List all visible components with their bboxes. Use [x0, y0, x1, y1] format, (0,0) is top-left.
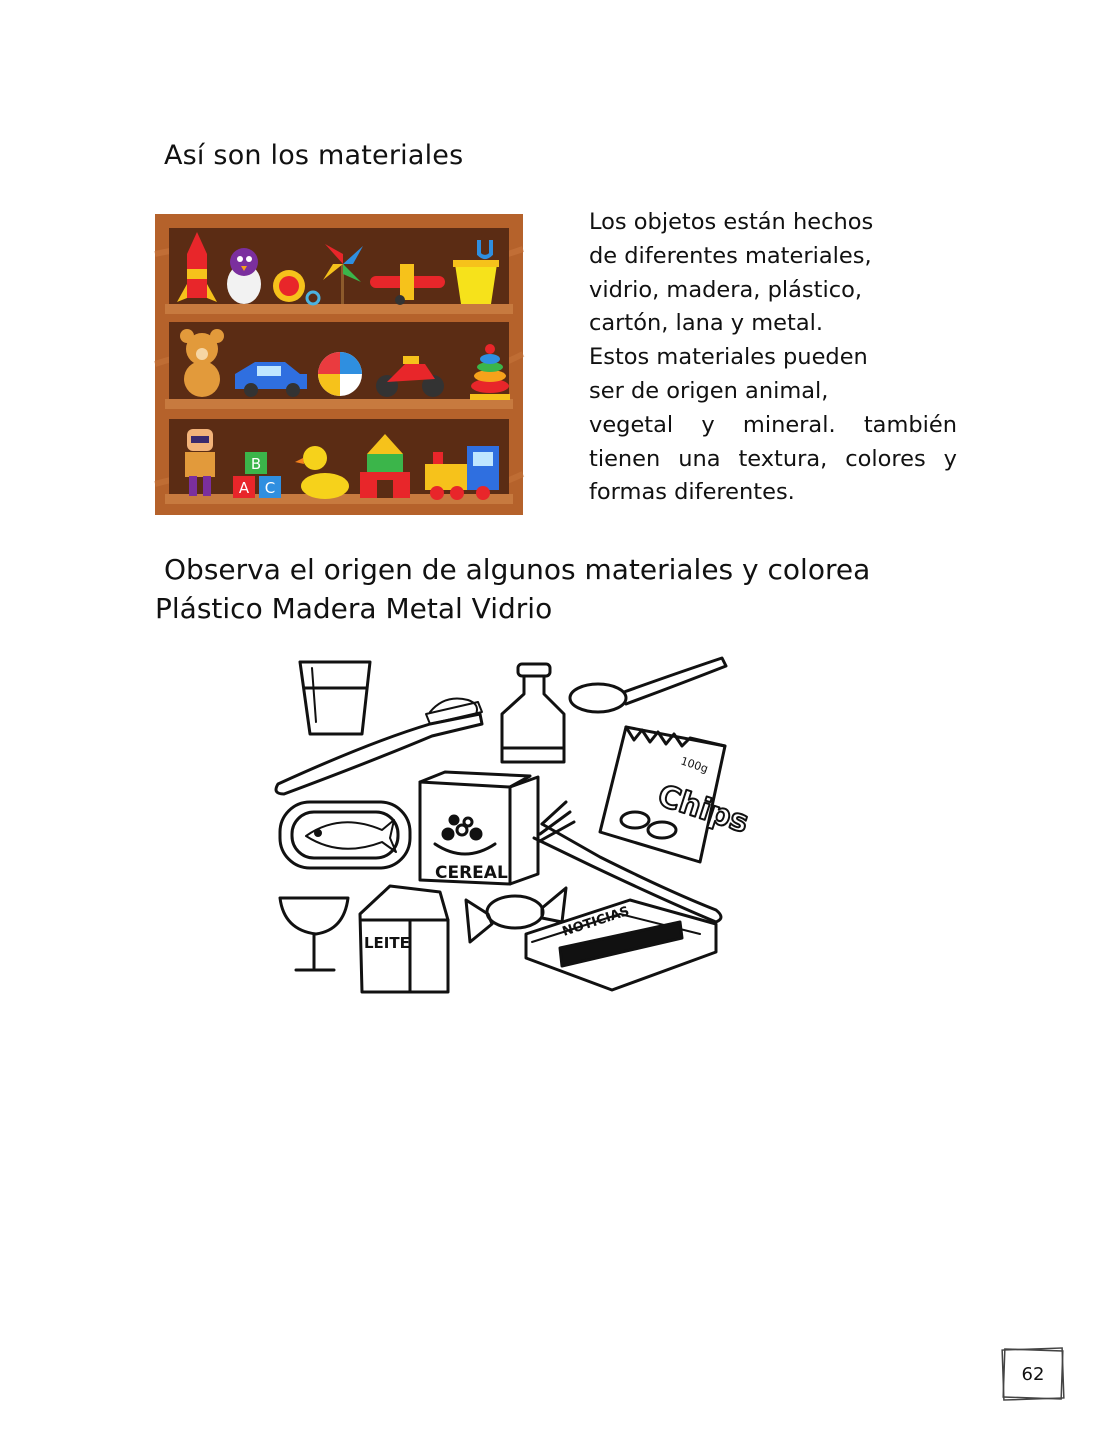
- materials-list: Plástico Madera Metal Vidrio: [155, 592, 553, 625]
- beach-ball-toy: [318, 352, 362, 396]
- paragraph-line: Los objetos están hechos: [589, 209, 874, 235]
- paragraph-line: tienen una textura, colores y: [589, 445, 957, 472]
- chips-weight-label: 100g: [679, 754, 710, 776]
- block-a-label: A: [238, 479, 250, 497]
- block-c-label: C: [264, 479, 276, 497]
- coloring-drawing: [270, 652, 753, 1008]
- chips-label: Chips: [653, 778, 753, 841]
- paragraph-line: ser de origen animal,: [589, 377, 829, 404]
- cereal-label: CEREAL: [435, 863, 508, 883]
- block-b-label: B: [250, 455, 262, 473]
- spoon-drawing: [570, 658, 726, 712]
- page-title: Así son los materiales: [164, 140, 464, 171]
- newspaper-label: NOTICIAS: [560, 904, 632, 940]
- materials-paragraph: [589, 206, 957, 510]
- paragraph-line: vegetal y mineral. también: [589, 411, 957, 438]
- penguin-toy: [227, 248, 261, 304]
- page-number: 62: [1021, 1363, 1045, 1385]
- sardine-can-drawing: [280, 802, 410, 868]
- toy-shelf-illustration: [155, 214, 523, 515]
- newspaper-drawing: [526, 900, 716, 990]
- paragraph-line: vidrio, madera, plástico,: [589, 276, 862, 303]
- milk-carton-drawing: [360, 886, 448, 992]
- paragraph-line: Estos materiales pueden: [589, 344, 868, 371]
- paragraph-line: de diferentes materiales,: [589, 242, 872, 269]
- wine-glass-drawing: [280, 898, 348, 970]
- glass-bottle-drawing: [502, 664, 564, 762]
- cereal-box-drawing: [420, 772, 538, 884]
- milk-label: LEITE: [364, 934, 410, 952]
- candy-drawing: [466, 888, 566, 942]
- chips-bag-drawing: [600, 727, 753, 862]
- paragraph-line: cartón, lana y metal.: [589, 310, 824, 337]
- instruction-heading: Observa el origen de algunos materiales y colorea: [164, 553, 871, 586]
- paragraph-line: formas diferentes.: [589, 479, 795, 506]
- water-glass-drawing: [300, 662, 370, 734]
